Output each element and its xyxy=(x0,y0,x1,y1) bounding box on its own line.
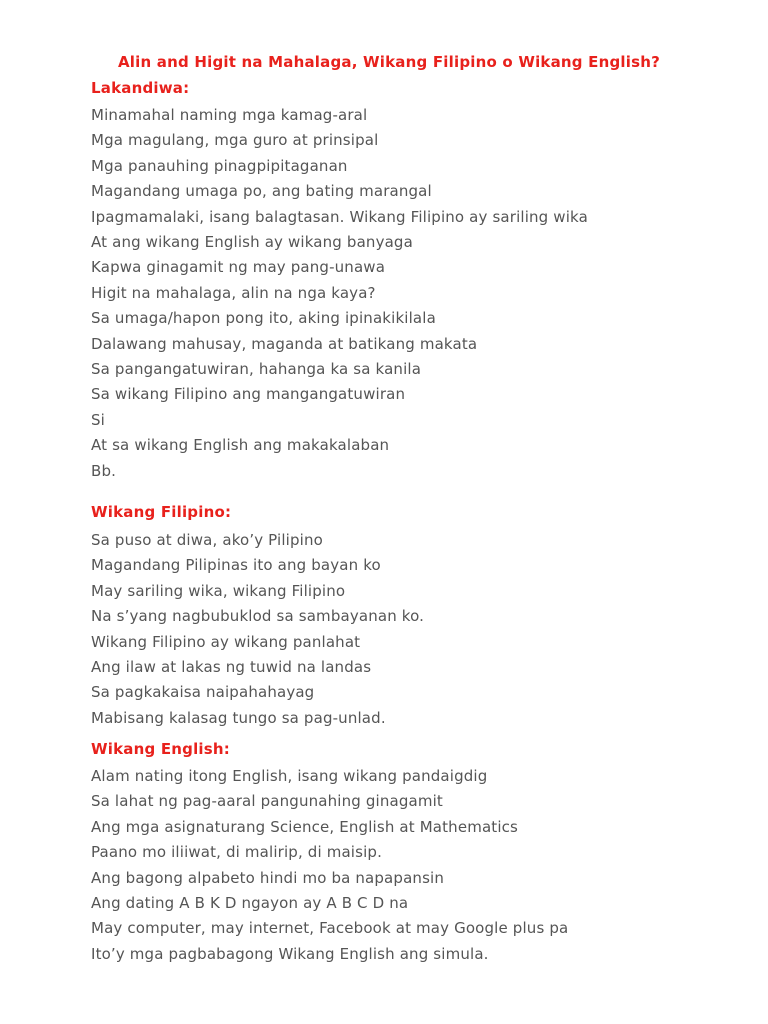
verse-line: Mga magulang, mga guro at prinsipal xyxy=(91,131,379,150)
verse-line: Ito’y mga pagbabagong Wikang English ang simula. xyxy=(91,944,489,963)
section-heading: Wikang English: xyxy=(91,740,230,758)
verse-line: Ipagmamalaki, isang balagtasan. Wikang Filipino ay sariling wika xyxy=(91,207,588,226)
verse-line: Sa pangangatuwiran, hahanga ka sa kanila xyxy=(91,360,422,379)
verse-line: Sa puso at diwa, ako’y Pilipino xyxy=(91,531,323,549)
verse-line: Paano mo iliiwat, di malirip, di maisip. xyxy=(91,843,382,862)
verse-line: Mabisang kalasag tungo sa pag-unlad. xyxy=(91,708,386,727)
verse-line: Higit na mahalaga, alin na nga kaya? xyxy=(91,283,376,302)
verse-line: Mga panauhing pinagpipitaganan xyxy=(91,156,348,175)
verse-block xyxy=(91,528,424,731)
document-title: Alin and Higit na Mahalaga, Wikang Filipino o Wikang English? xyxy=(118,53,661,71)
verse-line: May computer, may internet, Facebook at may Google plus pa xyxy=(91,919,569,938)
verse-line: Sa lahat ng pag-aaral pangunahing ginagamit xyxy=(91,792,443,811)
verse-line: At ang wikang English ay wikang banyaga xyxy=(91,233,413,252)
verse-line: Ang dating A B K D ngayon ay A B C D na xyxy=(91,894,409,913)
verse-line: Ang mga asignaturang Science, English at Mathematics xyxy=(91,817,519,836)
section-wikang-english xyxy=(91,739,568,967)
verse-line: Na s’yang nagbubuklod sa sambayanan ko. xyxy=(91,607,425,626)
verse-line: Alam nating itong English, isang wikang pandaigdig xyxy=(91,767,488,785)
verse-line: Bb. xyxy=(91,461,117,480)
verse-line: Ang bagong alpabeto hindi mo ba napapansin xyxy=(91,868,445,887)
verse-line: Kapwa ginagamit ng may pang-unawa xyxy=(91,258,386,277)
verse-line: Ang ilaw at lakas ng tuwid na landas xyxy=(91,658,372,677)
verse-block xyxy=(91,103,588,484)
verse-line: May sariling wika, wikang Filipino xyxy=(91,581,346,600)
section-lakandiwa xyxy=(91,78,588,484)
verse-line: Sa pagkakaisa naipahahayag xyxy=(91,683,315,702)
section-heading: Wikang Filipino: xyxy=(91,503,232,521)
verse-line: Si xyxy=(91,410,105,429)
section-wikang-filipino xyxy=(91,502,424,731)
section-heading: Lakandiwa: xyxy=(91,79,190,97)
verse-block xyxy=(91,764,568,967)
verse-line: Dalawang mahusay, maganda at batikang makata xyxy=(91,334,478,353)
verse-line: Sa umaga/hapon pong ito, aking ipinakikilala xyxy=(91,309,436,328)
verse-line: At sa wikang English ang makakalaban xyxy=(91,436,390,455)
verse-line: Wikang Filipino ay wikang panlahat xyxy=(91,632,361,651)
verse-line: Minamahal naming mga kamag-aral xyxy=(91,106,368,124)
verse-line: Magandang umaga po, ang bating marangal xyxy=(91,182,432,201)
verse-line: Sa wikang Filipino ang mangangatuwiran xyxy=(91,385,406,404)
verse-line: Magandang Pilipinas ito ang bayan ko xyxy=(91,556,381,575)
